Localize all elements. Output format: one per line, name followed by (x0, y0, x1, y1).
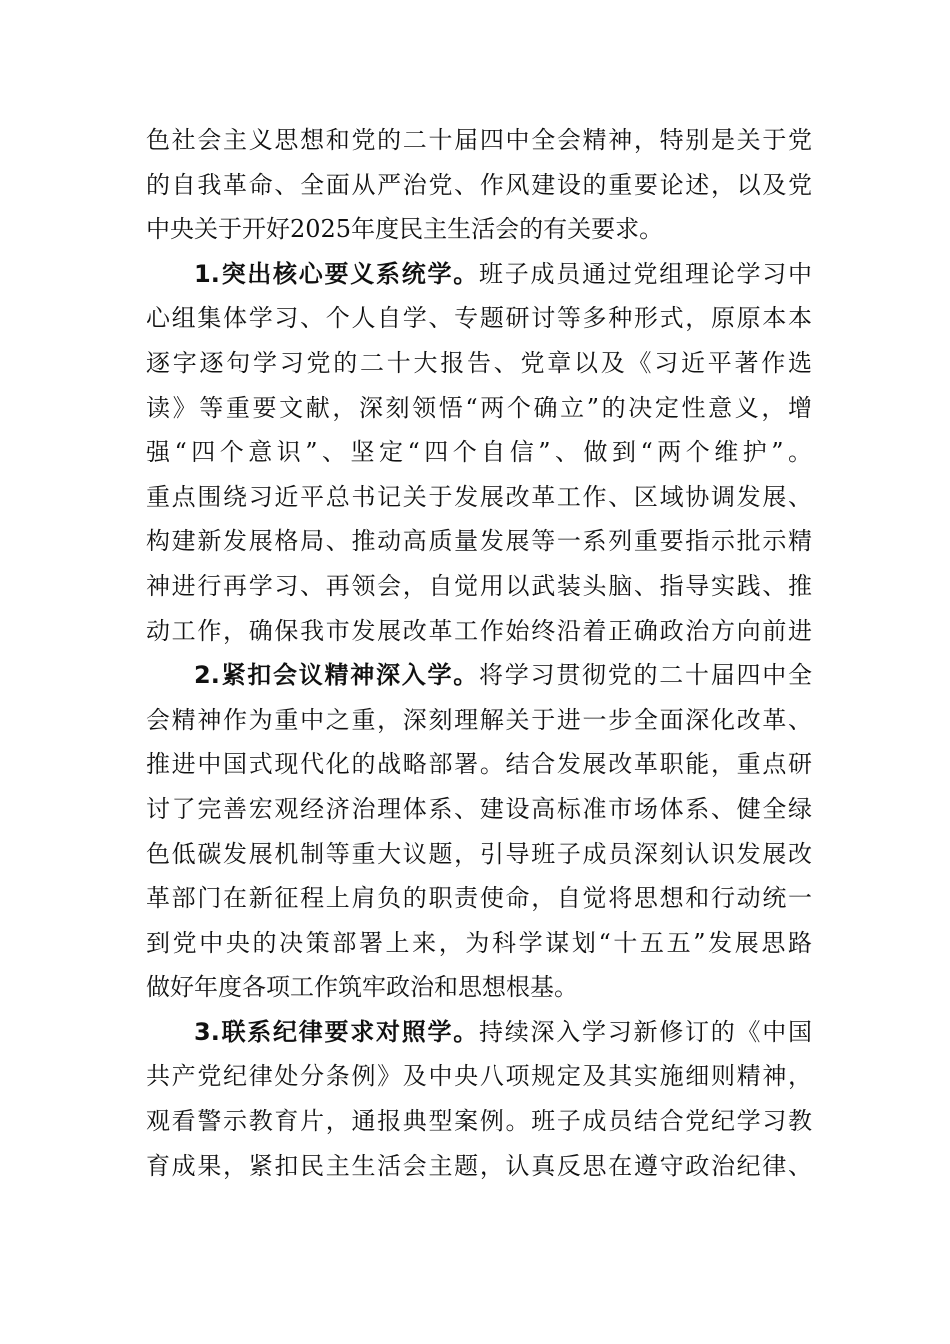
section-1-heading: 1.突出核心要义系统学。 (194, 259, 480, 288)
document-body (146, 118, 812, 1188)
section-3-heading: 3.联系纪律要求对照学。 (194, 1017, 480, 1046)
text-line: 观看警示教育片，通报典型案例。班子成员结合党纪学习教 (146, 1107, 812, 1136)
text-line: 神进行再学习、再领会，自觉用以武装头脑、指导实践、推 (146, 571, 812, 600)
section-3-lead-text: 持续深入学习新修订的《中国 (479, 1017, 812, 1046)
text-line: 读》等重要文献，深刻领悟“两个确立”的决定性意义，增 (146, 393, 812, 422)
section-1-lead-text: 班子成员通过党组理论学习中 (479, 259, 812, 288)
text-line: 动工作，确保我市发展改革工作始终沿着正确政治方向前进 (146, 616, 812, 645)
section-3-first-line (146, 1010, 812, 1055)
text-line: 重点围绕习近平总书记关于发展改革工作、区域协调发展、 (146, 482, 812, 511)
text-line: 会精神作为重中之重，深刻理解关于进一步全面深化改革、 (146, 705, 812, 734)
text-line: 心组集体学习、个人自学、专题研讨等多种形式，原原本本 (146, 304, 812, 333)
section-2-heading: 2.紧扣会议精神深入学。 (194, 661, 480, 690)
text-line: 到党中央的决策部署上来，为科学谋划“十五五”发展思路 (146, 928, 812, 957)
text-line: 强“四个意识”、坚定“四个自信”、做到“两个维护”。 (146, 438, 812, 467)
text-line: 育成果，紧扣民主生活会主题，认真反思在遵守政治纪律、 (146, 1151, 812, 1180)
section-1-first-line (146, 252, 812, 297)
text-line: 色社会主义思想和党的二十届四中全会精神，特别是关于党 (146, 126, 812, 154)
section-2-lead-text: 将学习贯彻党的二十届四中全 (479, 661, 812, 690)
text-line: 做好年度各项工作筑牢政治和思想根基。 (146, 973, 578, 1002)
text-line: 构建新发展格局、推动高质量发展等一系列重要指示批示精 (146, 527, 812, 556)
text-line: 讨了完善宏观经济治理体系、建设高标准市场体系、健全绿 (146, 794, 812, 823)
text-line: 色低碳发展机制等重大议题，引导班子成员深刻认识发展改 (146, 839, 812, 868)
text-line: 推进中国式现代化的战略部署。结合发展改革职能，重点研 (146, 750, 812, 779)
text-line: 的自我革命、全面从严治党、作风建设的重要论述，以及党 (146, 170, 812, 199)
text-line: 逐字逐句学习党的二十大报告、党章以及《习近平著作选 (146, 348, 812, 377)
text-line: 共产党纪律处分条例》及中央八项规定及其实施细则精神， (146, 1062, 812, 1091)
text-line: 中央关于开好2025年度民主生活会的有关要求。 (146, 215, 664, 244)
section-2-first-line (146, 653, 812, 698)
text-line: 革部门在新征程上肩负的职责使命，自觉将思想和行动统一 (146, 884, 812, 913)
